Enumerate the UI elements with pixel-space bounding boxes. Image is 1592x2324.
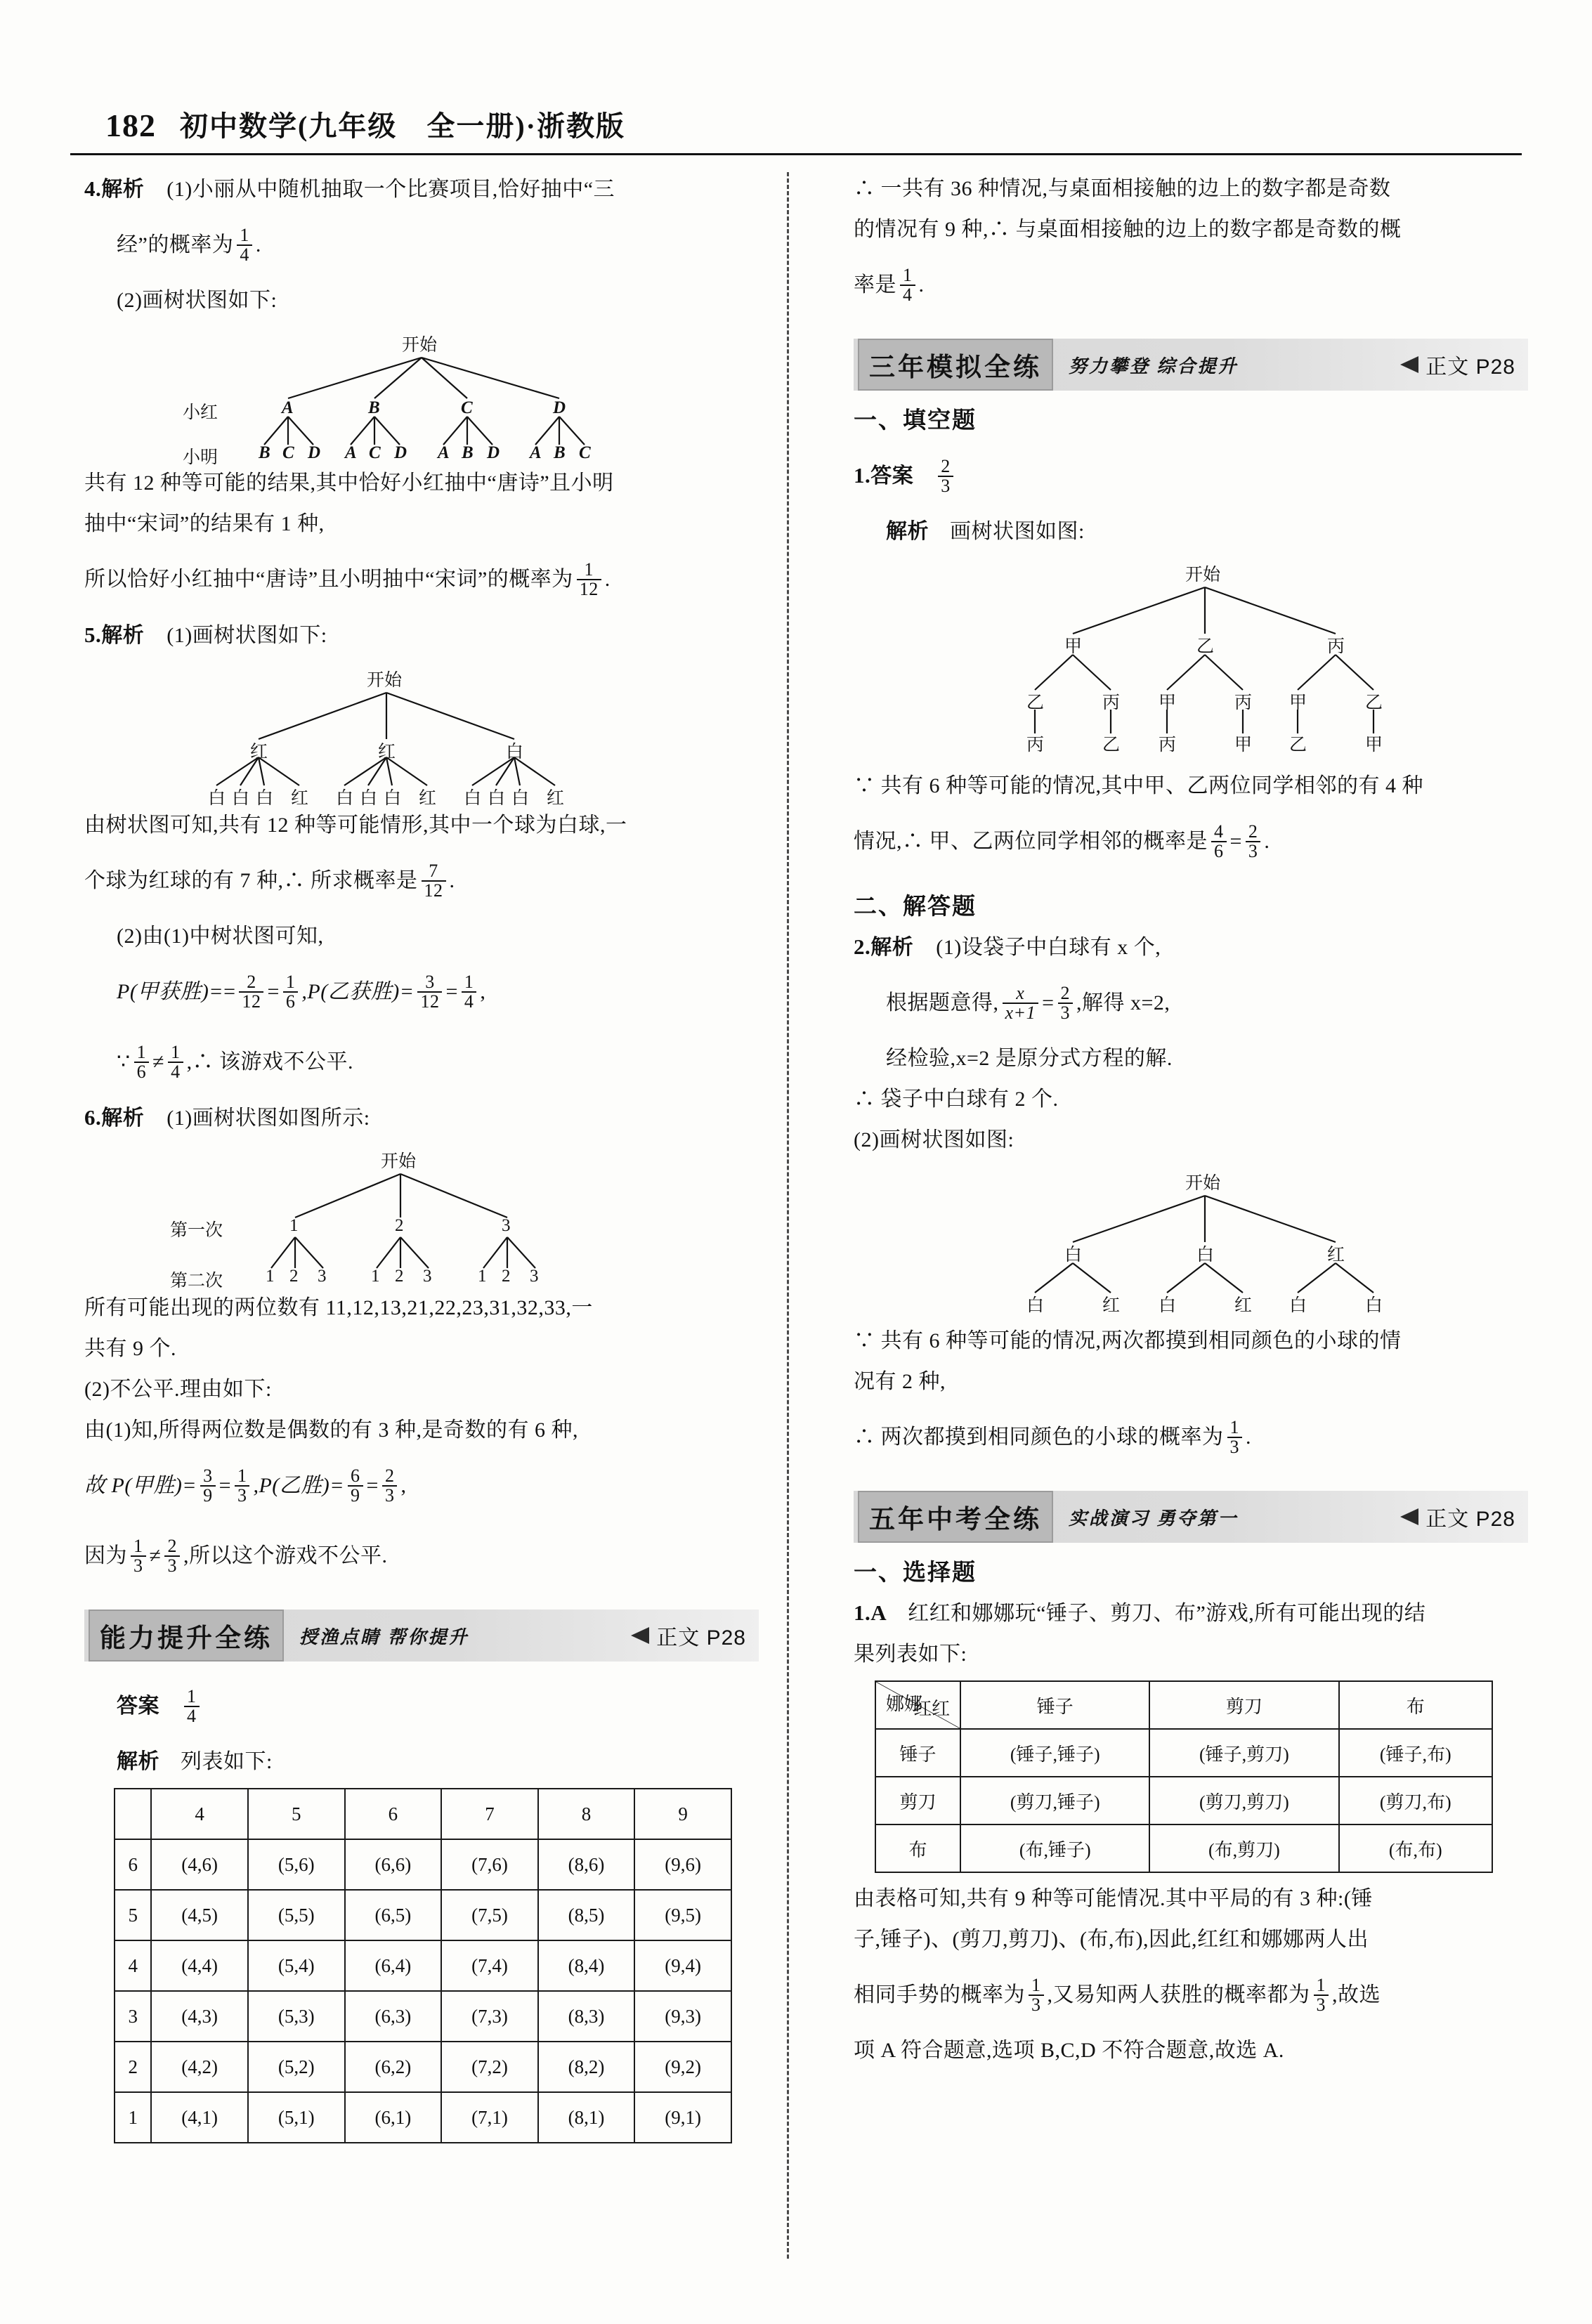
table-cell: (布,锤子) bbox=[960, 1824, 1149, 1872]
column-divider bbox=[787, 172, 789, 2259]
right-column: ∴ 一共有 36 种情况,与桌面相接触的边上的数字都是奇数 的情况有 9 种,∴ 与桌面相接触的边上的数字都是奇数的概 率是 $\frac{1}{4}$ . 三年模拟全练 努力攀登 综合提升 正文 P28 一、填空题 1.答案 $\frac{2}{3}$ 解析 画树状图如图: 开始 甲 乙 丙 乙 丙 甲 丙 甲 乙 丙 乙 丙 甲 乙 甲 ∵ 共有 6 种等可能的情况,其中甲、乙两位同学相邻的有 4 种 情况,∴ 甲、乙两位同学相邻的概率是 $\frac{4}{6}$ = $\frac{2}{3}$ . 二、解答题 2.解析 (1)设袋子中白球有 x 个, 根据题意得, $\frac{x}{x+1}$ = $\frac{2}{3}$ ,解得 x=2, 经检验,x=2 是原分式方程的解. ∴ 袋子中白球有 2 个. (2)画树状图如图: 开始 白 白 红 白 红 白 红 白 白 ∵ 共有 6 种等可能的情况,两次都摸到相同颜色的小球的情 况有 2 种, ∴ 两次都摸到相同颜色的小球的概率为 $\frac{1}{3}$ . 五年中考全练 实战演习 勇夺第一 正文 P28 一、选择题 1.A 红红和娜娜玩“锤子、剪刀、布”游戏,所有可能出现的结 果列表如下: 红红 娜娜 锤子 剪刀 布 锤子 (锤子,锤子) (锤子,剪刀) (锤子,布) 剪刀 (剪刀,锤子) (剪刀,剪刀) (剪刀,布) 布 (布,锤子) (布,剪刀) (布,布) 由表格可知,共有 9 种等可能情况.其中平局的有 3 种:(锤 子,锤子)、(剪刀,剪刀)、(布,布),因此,红红和娜娜两人出 相同手势的概率为 $\frac{1}{3}$ ,又易知两人获胜的概率都为 $\frac{1}{3}$ ,故选 项 A 符合题意,选项 B,C,D 不符合题意,故选 A. bbox=[854, 169, 1528, 2071]
tree-leaf: 2 bbox=[395, 1267, 404, 1286]
corner-label-nana: 娜娜 bbox=[886, 1694, 923, 1714]
tree-node: 白 bbox=[1064, 1246, 1083, 1265]
tree-leaf: 红 bbox=[419, 789, 437, 808]
table-cell: (4,2) bbox=[151, 2042, 248, 2092]
fraction-1-3: $\frac{1}{3}$ bbox=[1029, 1976, 1044, 2014]
tree-row1-label: 第一次 bbox=[170, 1221, 223, 1240]
table-cell: (6,1) bbox=[345, 2092, 442, 2143]
tree-leaf: 1 bbox=[478, 1267, 487, 1286]
table-cell: (4,6) bbox=[151, 1839, 248, 1890]
problem-5-line2: 由树状图可知,共有 12 种等可能情形,其中一个球为白球,一 bbox=[84, 814, 627, 837]
table-row bbox=[115, 1940, 731, 1991]
tree-leaf: 红 bbox=[547, 789, 565, 808]
fraction-1-4: $\frac{1}{4}$ bbox=[462, 973, 477, 1011]
table-cell: (8,6) bbox=[538, 1839, 635, 1890]
problem-4: 4.解析 (1)小丽从中随机抽取一个比赛项目,恰好抽中“三 经”的概率为 $\frac{1}{4}$ . (2)画树状图如下: 开始 小红 A B C D 小明 B C D A C D A B D A B C 共有 12 种等可能的结果,其中恰好小红抽中“唐诗”且小明 抽中“宋词”的结果有 1 种, 所以恰好小红抽中“唐诗”且小明抽中“宋词”的概率为 $\frac{1}{12}$ . bbox=[84, 169, 759, 615]
table-row bbox=[115, 1890, 731, 1940]
q1-analysis-line: 解析 画树状图如图: bbox=[886, 520, 1085, 543]
tree-node: A bbox=[282, 398, 294, 417]
q3-line5-pre: 相同手势的概率为 bbox=[854, 1983, 1025, 2006]
tree-leaf: 丙 bbox=[1026, 736, 1045, 755]
q2-line2-pre: 根据题意得, bbox=[886, 991, 999, 1014]
table-row bbox=[115, 1839, 731, 1890]
fraction-x-over-x-plus-1: $\frac{x}{x+1}$ bbox=[1003, 984, 1039, 1022]
fraction-1-3: $\frac{1}{3}$ bbox=[1314, 1976, 1329, 2014]
analysis-keyword: 解析 bbox=[117, 1750, 159, 1773]
tree-leaf: 白 bbox=[488, 789, 506, 808]
tree-root-label: 开始 bbox=[381, 1152, 417, 1171]
problem-6: 6.解析 (1)画树状图如图所示: 开始 第一次 1 2 3 第二次 1 2 3 1 2 3 1 2 3 所有可能出现的两位数有 11,12,13,21,22,23,31,32,33,一 共有 9 个. (2)不公平.理由如下: 由(1)知,所得两位数是偶数的有 3 种,是奇数的有 6 种, 故 P(甲胜)= $\frac{3}{9}$ = $\frac{1}{3}$ ,P(乙胜)= $\frac{6}{9}$ = $\frac{2}{3}$ , 因为 $\frac{1}{3}$ ≠ $\frac{2}{3}$ ,所以这个游戏不公平. bbox=[84, 1097, 759, 1591]
table-cell: (8,4) bbox=[538, 1940, 635, 1991]
ability-answer-line bbox=[117, 1671, 759, 1742]
tree-leaf: 1 bbox=[371, 1267, 380, 1286]
tree-leaf: 乙 bbox=[1102, 736, 1121, 755]
table-cell: (6,5) bbox=[345, 1890, 442, 1940]
tree-node: 1 bbox=[289, 1216, 299, 1235]
fraction-4-6: $\frac{4}{6}$ bbox=[1211, 823, 1227, 861]
fraction-2-12: $\frac{2}{12}$ bbox=[239, 973, 263, 1011]
table-cell: (6,2) bbox=[345, 2042, 442, 2092]
tree-node: 乙 bbox=[1026, 693, 1045, 712]
analysis-keyword: 解析 bbox=[101, 624, 145, 647]
fraction-1-12: $\frac{1}{12}$ bbox=[577, 561, 601, 599]
tree-leaf: 甲 bbox=[1365, 736, 1383, 755]
table-cell: (锤子,锤子) bbox=[960, 1729, 1149, 1777]
problem-6-line7-pre: 因为 bbox=[84, 1544, 127, 1567]
tree-leaf: D bbox=[487, 443, 500, 462]
q2-number: 2. bbox=[854, 934, 871, 959]
tree-leaf: 3 bbox=[318, 1267, 327, 1286]
table-cell: (剪刀,布) bbox=[1339, 1777, 1492, 1824]
table-cell: (8,2) bbox=[538, 2042, 635, 2092]
analysis-keyword: 解析 bbox=[101, 178, 145, 201]
fraction-1-4: $\frac{1}{4}$ bbox=[184, 1687, 200, 1725]
tree-leaf: 白 bbox=[1026, 1296, 1045, 1315]
problem-5: 5.解析 (1)画树状图如下: 开始 红 红 白 白 白 白 红 白 白 白 红 白 白 白 红 由树状图可知,共有 12 种等可能情形,其中一个球为白球,一 个球为红球的有 7 种,∴ 所求概率是 $\frac{7}{12}$ . (2)由(1)中树状图可知, P(甲获胜)== $\frac{2}{12}$ = $\frac{1}{6}$ ,P(乙获胜)= $\frac{3}{12}$ = $\frac{1}{4}$ , ∵ $\frac{1}{6}$ ≠ $\frac{1}{4}$ ,∴ 该游戏不公平. bbox=[84, 615, 759, 1097]
fraction-3-12: $\frac{3}{12}$ bbox=[417, 973, 442, 1011]
table-col-header: 布 bbox=[1339, 1681, 1492, 1729]
table-cell: (8,1) bbox=[538, 2092, 635, 2143]
tree-leaf: 3 bbox=[423, 1267, 432, 1286]
prob-yi-win: ,P(乙胜)= bbox=[253, 1474, 345, 1497]
q2-line6: ∵ 共有 6 种等可能的情况,两次都摸到相同颜色的小球的情 bbox=[854, 1329, 1402, 1352]
table-header-row bbox=[875, 1681, 1492, 1729]
q3-line4: 子,锤子)、(剪刀,剪刀)、(布,布),因此,红红和娜娜两人出 bbox=[854, 1928, 1369, 1951]
table-cell: (5,2) bbox=[248, 2042, 345, 2092]
tree-root-label: 开始 bbox=[402, 336, 438, 355]
analysis-keyword: 解析 bbox=[101, 1106, 145, 1130]
tree-node: 丙 bbox=[1102, 693, 1121, 712]
tree-leaf: 白 bbox=[256, 789, 274, 808]
table-cell: (剪刀,剪刀) bbox=[1149, 1777, 1338, 1824]
q1-line2-pre: 情况,∴ 甲、乙两位同学相邻的概率是 bbox=[854, 830, 1208, 853]
tree-leaf: D bbox=[308, 443, 321, 462]
prob-jia-win: 故 P(甲胜)= bbox=[84, 1474, 197, 1497]
tree-node: 红 bbox=[378, 743, 396, 762]
fraction-1-3: $\frac{1}{3}$ bbox=[1227, 1418, 1243, 1456]
analysis-keyword: 解析 bbox=[870, 936, 914, 959]
tree-node: 2 bbox=[395, 1216, 404, 1235]
tree-leaf: B bbox=[554, 443, 566, 462]
tree-node: 丙 bbox=[1327, 637, 1345, 656]
tree-leaf: 2 bbox=[289, 1267, 299, 1286]
table-row bbox=[115, 1991, 731, 2042]
table-cell: (9,3) bbox=[634, 1991, 731, 2042]
tree-leaf: 白 bbox=[464, 789, 482, 808]
page-number: 182 bbox=[105, 107, 156, 143]
tree-node: 乙 bbox=[1365, 693, 1383, 712]
table-corner-cell bbox=[875, 1681, 960, 1729]
fraction-3-9: $\frac{3}{9}$ bbox=[200, 1467, 216, 1505]
tree-root-label: 开始 bbox=[1185, 1174, 1221, 1193]
section-choice-heading: 一、选择题 bbox=[854, 1560, 977, 1586]
table-cell: (7,2) bbox=[441, 2042, 538, 2092]
problem-6-line1: (1)画树状图如图所示: bbox=[167, 1106, 370, 1130]
tree-leaf: C bbox=[369, 443, 381, 462]
tree-diagram-q1 bbox=[854, 556, 1528, 755]
tree-row2-label: 小明 bbox=[183, 448, 218, 467]
problem-5-line3-pre: 个球为红球的有 7 种,∴ 所求概率是 bbox=[84, 869, 418, 892]
tree-leaf: 白 bbox=[1365, 1296, 1383, 1315]
table-row-header: 锤子 bbox=[875, 1729, 960, 1777]
fraction-7-12: $\frac{7}{12}$ bbox=[422, 862, 446, 900]
problem-6-line4: (2)不公平.理由如下: bbox=[84, 1378, 272, 1401]
table-row bbox=[115, 2042, 731, 2092]
table-row bbox=[875, 1824, 1492, 1872]
tree-leaf: 白 bbox=[511, 789, 530, 808]
table-cell: (9,5) bbox=[634, 1890, 731, 1940]
outcome-table-dice bbox=[114, 1788, 732, 2143]
analysis-keyword: 解析 bbox=[886, 520, 929, 543]
tree-leaf: A bbox=[530, 443, 542, 462]
fraction-2-3: $\frac{2}{3}$ bbox=[1058, 984, 1074, 1022]
section-banner-reference: 正文 P28 bbox=[631, 1620, 746, 1651]
tree-leaf: 乙 bbox=[1289, 736, 1307, 755]
tree-leaf: 白 bbox=[1159, 1296, 1177, 1315]
fraction-6-9: $\frac{6}{9}$ bbox=[348, 1467, 363, 1505]
section-banner-reference: 正文 P28 bbox=[1400, 349, 1515, 380]
right-top-line1: ∴ 一共有 36 种情况,与桌面相接触的边上的数字都是奇数 bbox=[854, 177, 1391, 200]
fraction-1-4: $\frac{1}{4}$ bbox=[900, 266, 915, 304]
table-cell: (5,3) bbox=[248, 1991, 345, 2042]
tree-leaf: 白 bbox=[1289, 1296, 1307, 1315]
tree-node: 乙 bbox=[1196, 637, 1215, 656]
q3-line1: 红红和娜娜玩“锤子、剪刀、布”游戏,所有可能出现的结 bbox=[908, 1602, 1426, 1625]
q2-line7: 况有 2 种, bbox=[854, 1370, 946, 1393]
table-corner-cell bbox=[115, 1789, 151, 1839]
fraction-2-3: $\frac{2}{3}$ bbox=[1246, 823, 1261, 861]
section-banner-ability bbox=[84, 1610, 759, 1662]
table-cell: (5,5) bbox=[248, 1890, 345, 1940]
tree-leaf: B bbox=[462, 443, 474, 462]
tree-leaf: 红 bbox=[1234, 1296, 1253, 1315]
table-cell: (6,6) bbox=[345, 1839, 442, 1890]
header-rule bbox=[70, 153, 1522, 155]
table-cell: (4,4) bbox=[151, 1940, 248, 1991]
page-header bbox=[105, 104, 1496, 144]
fraction-1-3: $\frac{1}{3}$ bbox=[131, 1537, 146, 1575]
problem-4-line4: 共有 12 种等可能的结果,其中恰好小红抽中“唐诗”且小明 bbox=[84, 471, 614, 495]
tree-leaf: 白 bbox=[336, 789, 354, 808]
section-banner-subtitle: 实战演习 勇夺第一 bbox=[1069, 1508, 1239, 1529]
tree-node: 甲 bbox=[1159, 693, 1177, 712]
tree-leaf: 红 bbox=[291, 789, 309, 808]
table-cell: (9,4) bbox=[634, 1940, 731, 1991]
tree-diagram-problem-5 bbox=[84, 660, 759, 808]
table-cell: (8,3) bbox=[538, 1991, 635, 2042]
table-col-header: 9 bbox=[634, 1789, 731, 1839]
section-fill-blank-heading: 一、填空题 bbox=[854, 408, 977, 433]
tree-row1-label: 小红 bbox=[183, 403, 218, 422]
right-top-line3-pre: 率是 bbox=[854, 273, 896, 296]
arrow-icon bbox=[1400, 1508, 1418, 1525]
table-cell: (5,6) bbox=[248, 1839, 345, 1890]
tree-leaf: B bbox=[259, 443, 270, 462]
arrow-icon bbox=[631, 1627, 649, 1644]
problem-6-line3: 共有 9 个. bbox=[84, 1337, 176, 1360]
fraction-1-4: $\frac{1}{4}$ bbox=[168, 1043, 183, 1081]
tree-diagram-problem-6 bbox=[84, 1143, 759, 1291]
table-col-header: 6 bbox=[345, 1789, 442, 1839]
table-cell: (4,5) bbox=[151, 1890, 248, 1940]
table-cell: (6,4) bbox=[345, 1940, 442, 1991]
problem-4-line3: (2)画树状图如下: bbox=[117, 289, 278, 312]
table-cell: (剪刀,锤子) bbox=[960, 1777, 1149, 1824]
fraction-2-3: $\frac{2}{3}$ bbox=[938, 457, 953, 495]
section-solution-heading: 二、解答题 bbox=[854, 894, 977, 920]
tree-leaf: 白 bbox=[208, 789, 226, 808]
tree-node: 白 bbox=[506, 743, 524, 762]
tree-leaf: 3 bbox=[530, 1267, 539, 1286]
problem-6-line2: 所有可能出现的两位数有 11,12,13,21,22,23,31,32,33,一 bbox=[84, 1296, 593, 1319]
table-cell: (7,1) bbox=[441, 2092, 538, 2143]
tree-leaf: A bbox=[438, 443, 450, 462]
tree-leaf: 红 bbox=[1102, 1296, 1121, 1315]
table-row-header: 4 bbox=[115, 1940, 151, 1991]
fraction-1-6: $\frac{1}{6}$ bbox=[134, 1043, 150, 1081]
table-cell: (5,1) bbox=[248, 2092, 345, 2143]
tree-node: C bbox=[461, 398, 473, 417]
q3-line2: 果列表如下: bbox=[854, 1643, 967, 1666]
prob-yi-win: ,P(乙获胜)= bbox=[301, 980, 415, 1003]
tree-leaf: 丙 bbox=[1159, 736, 1177, 755]
problem-4-line5: 抽中“宋词”的结果有 1 种, bbox=[84, 512, 325, 535]
tree-node: 白 bbox=[1196, 1246, 1215, 1265]
tree-leaf: 甲 bbox=[1234, 736, 1253, 755]
table-row-header: 1 bbox=[115, 2092, 151, 2143]
q3-line3: 由表格可知,共有 9 种等可能情况.其中平局的有 3 种:(锤 bbox=[854, 1887, 1373, 1910]
problem-4-line1: (1)小丽从中随机抽取一个比赛项目,恰好抽中“三 bbox=[167, 178, 615, 201]
table-row-header: 5 bbox=[115, 1890, 151, 1940]
table-row bbox=[115, 2092, 731, 2143]
table-row-header: 剪刀 bbox=[875, 1777, 960, 1824]
table-cell: (4,1) bbox=[151, 2092, 248, 2143]
right-top-line2: 的情况有 9 种,∴ 与桌面相接触的边上的数字都是奇数的概 bbox=[854, 218, 1402, 241]
table-col-header: 5 bbox=[248, 1789, 345, 1839]
answer-keyword: 答案 bbox=[117, 1695, 159, 1718]
tree-leaf: C bbox=[282, 443, 294, 462]
table-cell: (5,4) bbox=[248, 1940, 345, 1991]
tree-node: 甲 bbox=[1289, 693, 1307, 712]
problem-5-number: 5. bbox=[84, 622, 102, 647]
tree-diagram-q2 bbox=[854, 1165, 1528, 1315]
q3-number: 1. bbox=[854, 1600, 871, 1625]
fraction-1-6: $\frac{1}{6}$ bbox=[283, 973, 299, 1011]
table-col-header: 7 bbox=[441, 1789, 538, 1839]
table-cell: (7,3) bbox=[441, 1991, 538, 2042]
tree-diagram-problem-4 bbox=[84, 325, 759, 467]
table-cell: (7,4) bbox=[441, 1940, 538, 1991]
arrow-icon bbox=[1400, 356, 1418, 373]
table-cell: (7,6) bbox=[441, 1839, 538, 1890]
problem-4-line2-pre: 经”的概率为 bbox=[117, 233, 234, 256]
tree-row2-label: 第二次 bbox=[170, 1272, 223, 1291]
problem-6-line5: 由(1)知,所得两位数是偶数的有 3 种,是奇数的有 6 种, bbox=[84, 1418, 578, 1442]
corner-label-honghong: 红红 bbox=[913, 1699, 951, 1719]
table-cell: (9,1) bbox=[634, 2092, 731, 2143]
table-row-header: 6 bbox=[115, 1839, 151, 1890]
table-row-header: 3 bbox=[115, 1991, 151, 2042]
table-cell: (锤子,布) bbox=[1339, 1729, 1492, 1777]
problem-6-number: 6. bbox=[84, 1105, 102, 1130]
tree-leaf: A bbox=[345, 443, 357, 462]
table-row-header: 2 bbox=[115, 2042, 151, 2092]
tree-node: B bbox=[368, 398, 380, 417]
ability-analysis-line: 解析 列表如下: bbox=[117, 1750, 273, 1773]
answer-keyword: 答案 bbox=[870, 464, 914, 488]
section-banner-title: 三年模拟全练 bbox=[858, 339, 1053, 391]
tree-root-label: 开始 bbox=[1185, 566, 1221, 585]
table-cell: (7,5) bbox=[441, 1890, 538, 1940]
table-row bbox=[875, 1729, 1492, 1777]
tree-root-label: 开始 bbox=[367, 671, 403, 690]
q1-answer-line: 1.答案 $\frac{2}{3}$ bbox=[854, 440, 1528, 511]
q2-line1: (1)设袋子中白球有 x 个, bbox=[936, 936, 1161, 959]
section-banner-reference: 正文 P28 bbox=[1400, 1501, 1515, 1532]
tree-leaf: 白 bbox=[360, 789, 378, 808]
problem-5-line1: (1)画树状图如下: bbox=[167, 624, 327, 647]
q1-line1: ∵ 共有 6 种等可能的情况,其中甲、乙两位同学相邻的有 4 种 bbox=[854, 774, 1423, 797]
section-banner-three-year bbox=[854, 339, 1528, 391]
table-cell: (9,6) bbox=[634, 1839, 731, 1890]
left-column bbox=[84, 169, 759, 2143]
table-cell: (布,剪刀) bbox=[1149, 1824, 1338, 1872]
tree-node: 丙 bbox=[1234, 693, 1253, 712]
prob-jia-win: P(甲获胜)= bbox=[117, 980, 224, 1003]
problem-5-line4: (2)由(1)中树状图可知, bbox=[117, 925, 324, 948]
fraction-2-3: $\frac{2}{3}$ bbox=[382, 1467, 398, 1505]
q2-line3: 经检验,x=2 是原分式方程的解. bbox=[886, 1047, 1173, 1070]
problem-4-line6-pre: 所以恰好小红抽中“唐诗”且小明抽中“宋词”的概率为 bbox=[84, 568, 573, 591]
therefore-symbol: ∵ bbox=[117, 1050, 131, 1073]
tree-leaf: 白 bbox=[232, 789, 250, 808]
page-title: 初中数学(九年级 全一册)·浙教版 bbox=[180, 110, 625, 142]
table-cell: (4,3) bbox=[151, 1991, 248, 2042]
q2-line5: (2)画树状图如图: bbox=[854, 1128, 1014, 1151]
problem-4-number: 4. bbox=[84, 176, 102, 201]
section-banner-subtitle: 努力攀登 综合提升 bbox=[1069, 355, 1239, 377]
table-col-header: 剪刀 bbox=[1149, 1681, 1338, 1729]
section-banner-title: 能力提升全练 bbox=[89, 1610, 284, 1662]
table-cell: (9,2) bbox=[634, 2042, 731, 2092]
table-col-header: 8 bbox=[538, 1789, 635, 1839]
tree-node: 红 bbox=[1327, 1246, 1345, 1265]
fraction-2-3: $\frac{2}{3}$ bbox=[164, 1537, 180, 1575]
table-col-header: 锤子 bbox=[960, 1681, 1149, 1729]
section-banner-subtitle: 授渔点睛 帮你提升 bbox=[299, 1626, 469, 1647]
q2-line4: ∴ 袋子中白球有 2 个. bbox=[854, 1088, 1059, 1111]
table-cell: (锤子,剪刀) bbox=[1149, 1729, 1338, 1777]
table-row-header: 布 bbox=[875, 1824, 960, 1872]
table-cell: (布,布) bbox=[1339, 1824, 1492, 1872]
q3-line6: 项 A 符合题意,选项 B,C,D 不符合题意,故选 A. bbox=[854, 2039, 1284, 2062]
fraction-1-3: $\frac{1}{3}$ bbox=[235, 1467, 250, 1505]
tree-node: D bbox=[553, 398, 566, 417]
table-col-header: 4 bbox=[151, 1789, 248, 1839]
table-row bbox=[875, 1777, 1492, 1824]
outcome-table-rps bbox=[875, 1680, 1493, 1873]
q3-answer-choice: A bbox=[870, 1600, 887, 1625]
table-cell: (8,5) bbox=[538, 1890, 635, 1940]
tree-node: 甲 bbox=[1064, 637, 1083, 656]
table-header-row bbox=[115, 1789, 731, 1839]
tree-node: 红 bbox=[250, 743, 268, 762]
tree-leaf: 2 bbox=[502, 1267, 511, 1286]
section-banner-title: 五年中考全练 bbox=[858, 1491, 1053, 1543]
section-banner-five-year bbox=[854, 1491, 1528, 1543]
tree-leaf: C bbox=[579, 443, 591, 462]
q2-line8-pre: ∴ 两次都摸到相同颜色的小球的概率为 bbox=[854, 1425, 1224, 1449]
tree-leaf: 1 bbox=[266, 1267, 275, 1286]
table-cell: (6,3) bbox=[345, 1991, 442, 2042]
tree-leaf: D bbox=[394, 443, 407, 462]
tree-node: 3 bbox=[502, 1216, 511, 1235]
fraction-1-4: $\frac{1}{4}$ bbox=[237, 226, 252, 264]
tree-leaf: 白 bbox=[384, 789, 402, 808]
